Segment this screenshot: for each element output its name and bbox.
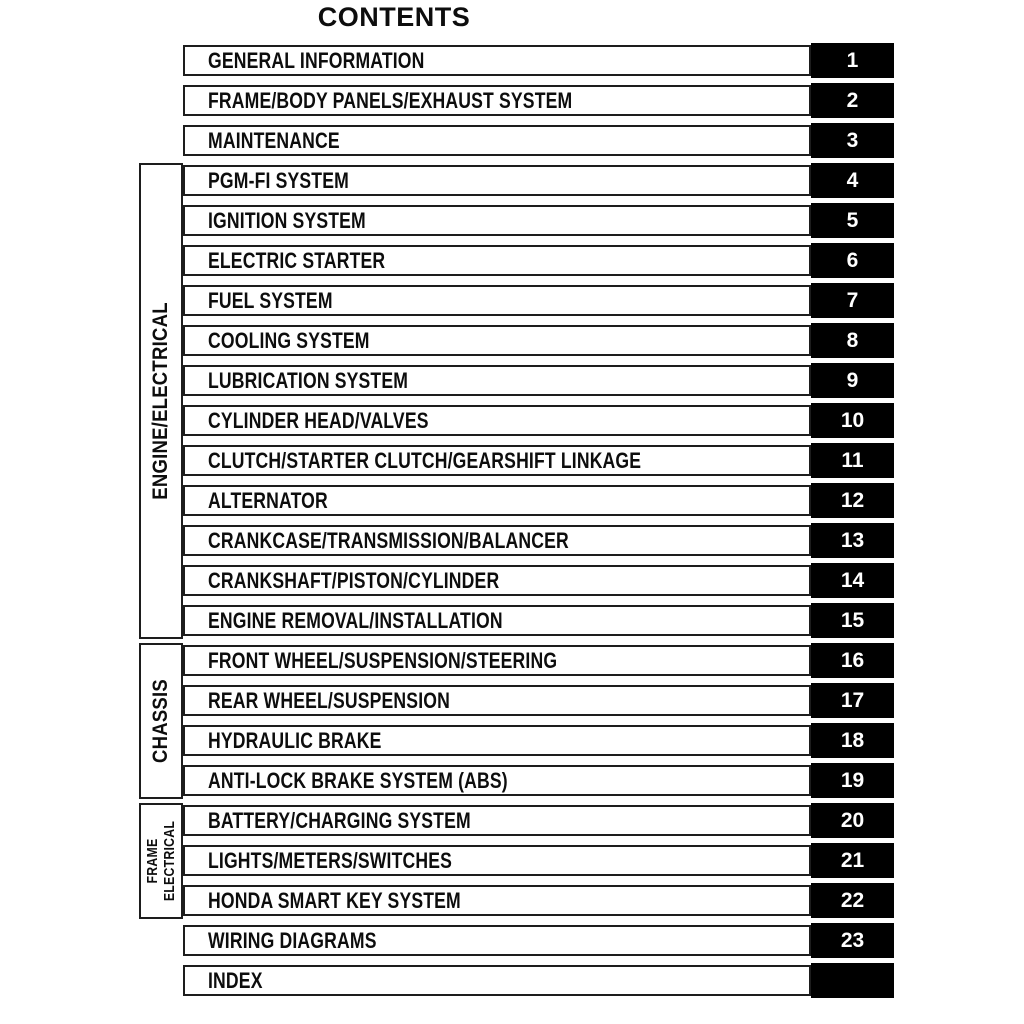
chapter-bar — [183, 645, 811, 676]
chapter-number-tab — [811, 363, 894, 398]
chapter-label: FUEL SYSTEM — [208, 287, 333, 313]
chapter-label: MAINTENANCE — [208, 127, 340, 153]
chapter-label: ELECTRIC STARTER — [208, 247, 386, 273]
chapter-bar — [183, 125, 811, 156]
chapter-number-tab — [811, 323, 894, 358]
toc-row-honda-smart-key-system[interactable] — [183, 885, 894, 916]
chapter-number-tab — [811, 443, 894, 478]
chapter-number: 9 — [846, 368, 859, 392]
chapter-number-tab — [811, 963, 894, 998]
chapter-bar — [183, 245, 811, 276]
chapter-number-tab — [811, 203, 894, 238]
chapter-number: 1 — [846, 48, 859, 72]
toc-row-index[interactable] — [183, 965, 894, 996]
chapter-number: 7 — [846, 288, 859, 312]
toc-row-cylinder-head-valves[interactable] — [183, 405, 894, 436]
chapter-number: 16 — [840, 648, 865, 672]
chapter-label: CRANKSHAFT/PISTON/CYLINDER — [208, 567, 500, 593]
chapter-number-tab — [811, 43, 894, 78]
chapter-number: 22 — [840, 888, 865, 912]
chapter-number-tab — [811, 803, 894, 838]
page-title: CONTENTS — [317, 2, 471, 32]
toc-row-ignition-system[interactable] — [183, 205, 894, 236]
toc-row-general-information[interactable] — [183, 45, 894, 76]
toc-row-maintenance[interactable] — [183, 125, 894, 156]
toc-row-hydraulic-brake[interactable] — [183, 725, 894, 756]
chapter-label: REAR WHEEL/SUSPENSION — [208, 687, 450, 713]
chapter-number: 15 — [840, 608, 865, 632]
chapter-number-tab — [811, 563, 894, 598]
group-label-line1: FRAME — [143, 838, 161, 884]
chapter-number: 8 — [846, 328, 859, 352]
toc-row-clutch-starter-clutch-gearshift-linkage[interactable] — [183, 445, 894, 476]
toc-row-lubrication-system[interactable] — [183, 365, 894, 396]
chapter-label: HYDRAULIC BRAKE — [208, 727, 382, 753]
toc-row-electric-starter[interactable] — [183, 245, 894, 276]
toc-row-crankshaft-piston-cylinder[interactable] — [183, 565, 894, 596]
chapter-number: 13 — [840, 528, 865, 552]
chapter-bar — [183, 45, 811, 76]
group-label-chassis — [139, 643, 183, 799]
chapter-bar — [183, 405, 811, 436]
chapter-bar — [183, 685, 811, 716]
group-label-text: CHASSIS — [149, 679, 172, 763]
chapter-bar — [183, 965, 811, 996]
chapter-bar — [183, 85, 811, 116]
toc-row-frame-body-panels-exhaust-system[interactable] — [183, 85, 894, 116]
chapter-number-tab — [811, 283, 894, 318]
toc-row-rear-wheel-suspension[interactable] — [183, 685, 894, 716]
chapter-number: 11 — [841, 448, 864, 472]
chapter-number-tab — [811, 923, 894, 958]
chapter-label: PGM-FI SYSTEM — [208, 167, 349, 193]
toc-row-alternator[interactable] — [183, 485, 894, 516]
chapter-bar — [183, 285, 811, 316]
chapter-label: CLUTCH/STARTER CLUTCH/GEARSHIFT LINKAGE — [208, 447, 642, 473]
toc-list — [183, 45, 894, 1005]
toc-row-pgm-fi-system[interactable] — [183, 165, 894, 196]
chapter-bar — [183, 525, 811, 556]
chapter-number: 18 — [840, 728, 865, 752]
chapter-number: 19 — [840, 768, 865, 792]
chapter-label: HONDA SMART KEY SYSTEM — [208, 887, 461, 913]
chapter-number-tab — [811, 883, 894, 918]
chapter-number: 2 — [846, 88, 859, 112]
chapter-label: GENERAL INFORMATION — [208, 47, 425, 73]
toc-row-fuel-system[interactable] — [183, 285, 894, 316]
chapter-bar — [183, 765, 811, 796]
chapter-bar — [183, 845, 811, 876]
chapter-label: ALTERNATOR — [208, 487, 328, 513]
chapter-number-tab — [811, 603, 894, 638]
toc-row-crankcase-transmission-balancer[interactable] — [183, 525, 894, 556]
chapter-bar — [183, 805, 811, 836]
chapter-label: ANTI-LOCK BRAKE SYSTEM (ABS) — [208, 767, 508, 793]
chapter-label: LUBRICATION SYSTEM — [208, 367, 409, 393]
chapter-number-tab — [811, 843, 894, 878]
toc-row-front-wheel-suspension-steering[interactable] — [183, 645, 894, 676]
toc-row-engine-removal-installation[interactable] — [183, 605, 894, 636]
chapter-bar — [183, 205, 811, 236]
group-label-line2: ELECTRICAL — [161, 820, 178, 902]
chapter-number-tab — [811, 243, 894, 278]
chapter-bar — [183, 165, 811, 196]
chapter-number-tab — [811, 763, 894, 798]
chapter-number-tab — [811, 163, 894, 198]
chapter-number: 14 — [840, 568, 865, 592]
chapter-number: 5 — [846, 208, 859, 232]
chapter-bar — [183, 565, 811, 596]
toc-row-cooling-system[interactable] — [183, 325, 894, 356]
chapter-label: FRONT WHEEL/SUSPENSION/STEERING — [208, 647, 558, 673]
chapter-number-tab — [811, 723, 894, 758]
chapter-number: 23 — [840, 928, 865, 952]
chapter-bar — [183, 325, 811, 356]
chapter-number: 17 — [840, 688, 865, 712]
chapter-number-tab — [811, 683, 894, 718]
chapter-label: CRANKCASE/TRANSMISSION/BALANCER — [208, 527, 569, 553]
chapter-label: IGNITION SYSTEM — [208, 207, 366, 233]
chapter-number: 4 — [846, 168, 859, 192]
toc-row-battery-charging-system[interactable] — [183, 805, 894, 836]
chapter-bar — [183, 485, 811, 516]
chapter-number: 21 — [840, 848, 865, 872]
chapter-label: BATTERY/CHARGING SYSTEM — [208, 807, 471, 833]
chapter-label: ENGINE REMOVAL/INSTALLATION — [208, 607, 503, 633]
chapter-label: COOLING SYSTEM — [208, 327, 370, 353]
chapter-bar — [183, 925, 811, 956]
chapter-label: INDEX — [208, 967, 263, 993]
chapter-label: WIRING DIAGRAMS — [208, 927, 377, 953]
group-label-frame-electrical — [139, 803, 183, 919]
chapter-label: CYLINDER HEAD/VALVES — [208, 407, 429, 433]
chapter-label: LIGHTS/METERS/SWITCHES — [208, 847, 453, 873]
chapter-bar — [183, 885, 811, 916]
chapter-number: 20 — [840, 808, 865, 832]
group-label-engine-electrical — [139, 163, 183, 639]
chapter-number-tab — [811, 403, 894, 438]
group-label-text: ENGINE/ELECTRICAL — [149, 302, 172, 500]
chapter-number-tab — [811, 83, 894, 118]
toc-row-anti-lock-brake-system-abs[interactable] — [183, 765, 894, 796]
chapter-number: 12 — [840, 488, 865, 512]
chapter-bar — [183, 365, 811, 396]
chapter-number-tab — [811, 483, 894, 518]
toc-row-wiring-diagrams[interactable] — [183, 925, 894, 956]
chapter-number: 10 — [840, 408, 865, 432]
chapter-number: 6 — [846, 248, 859, 272]
chapter-bar — [183, 725, 811, 756]
chapter-number-tab — [811, 523, 894, 558]
chapter-number: 3 — [846, 128, 859, 152]
chapter-bar — [183, 605, 811, 636]
chapter-bar — [183, 445, 811, 476]
toc-row-lights-meters-switches[interactable] — [183, 845, 894, 876]
chapter-label: FRAME/BODY PANELS/EXHAUST SYSTEM — [208, 87, 573, 113]
group-label-text — [144, 821, 179, 901]
chapter-number-tab — [811, 643, 894, 678]
chapter-number-tab — [811, 123, 894, 158]
